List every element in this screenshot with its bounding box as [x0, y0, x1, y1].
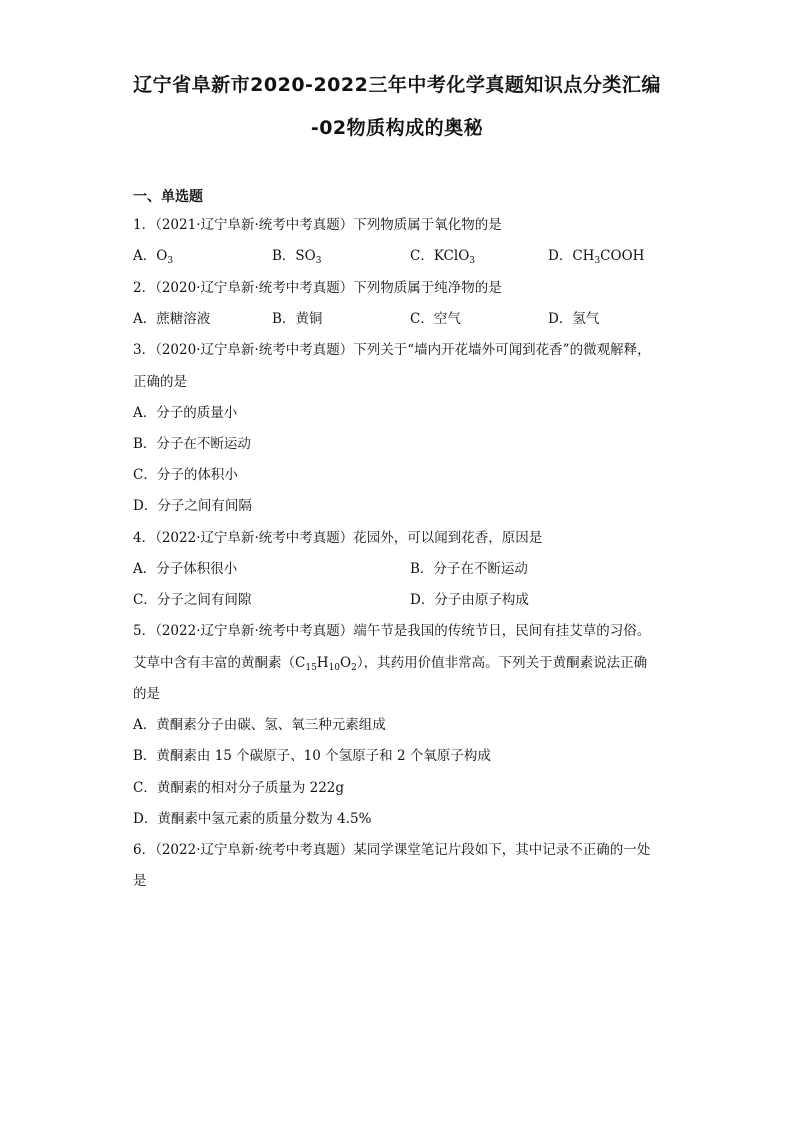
question-5-option-a: A．黄酮素分子由碳、氢、氧三种元素组成 — [133, 717, 386, 733]
question-5-option-b: B．黄酮素由 15 个碳原子、10 个氢原子和 2 个氧原子构成 — [133, 748, 491, 764]
question-4-option-a: A．分子体积很小 — [133, 561, 238, 577]
question-1-option-d: D．$CH_3COOH$ — [548, 248, 645, 266]
question-3-option-a: A．分子的质量小 — [133, 405, 238, 421]
question-6-stem: 6．（2022·辽宁阜新·统考中考真题）某同学课堂笔记片段如下，其中记录不正确的一处 — [133, 842, 651, 858]
question-2-option-d: D．氢气 — [548, 311, 600, 327]
question-1-option-c: C．KClO$_3$ — [410, 248, 476, 266]
question-5-stem-end: 的是 — [133, 686, 160, 702]
question-3-option-c: C．分子的体积小 — [133, 467, 238, 483]
question-1-stem: 1．（2021·辽宁阜新·统考中考真题）下列物质属于氧化物的是 — [133, 217, 502, 233]
question-6-stem-cont: 是 — [133, 873, 147, 889]
section-heading: 一、单选题 — [133, 189, 203, 205]
question-5-option-c: C．黄酮素的相对分子质量为 222g — [133, 780, 345, 796]
question-3-option-b: B．分子在不断运动 — [133, 436, 251, 452]
question-5-stem: 5．（2022·辽宁阜新·统考中考真题）端午节是我国的传统节日，民间有挂艾草的习俗。 — [133, 623, 651, 639]
question-2-option-c: C．空气 — [410, 311, 461, 327]
question-3-stem-cont: 正确的是 — [133, 374, 187, 390]
question-4-stem: 4．（2022·辽宁阜新·统考中考真题）花园外，可以闻到花香，原因是 — [133, 530, 543, 546]
question-2-option-a: A．蔗糖溶液 — [133, 311, 211, 327]
question-1-option-a: A．$O_3$ — [133, 248, 174, 266]
document-title-line-2: -02物质构成的奥秘 — [310, 117, 484, 139]
question-3-stem: 3．（2020·辽宁阜新·统考中考真题）下列关于“墙内开花墙外可闻到花香”的微观解释， — [133, 342, 651, 358]
question-3-option-d: D．分子之间有间隔 — [133, 498, 252, 514]
question-2-option-b: B．黄铜 — [272, 311, 323, 327]
question-4-option-b: B．分子在不断运动 — [410, 561, 528, 577]
question-1-option-b: B．$SO_3$ — [272, 248, 322, 266]
question-5-stem-cont: 艾草中含有丰富的黄酮素$(C_{15}H_{10}O_2)$，其药用价值非常高。下列关于黄酮素说法正确 — [133, 655, 648, 673]
question-4-option-d: D．分子由原子构成 — [410, 592, 529, 608]
document-title-line-1: 辽宁省阜新市2020-2022三年中考化学真题知识点分类汇编 — [133, 74, 661, 96]
question-2-stem: 2．（2020·辽宁阜新·统考中考真题）下列物质属于纯净物的是 — [133, 280, 502, 296]
question-4-option-c: C．分子之间有间隙 — [133, 592, 252, 608]
question-5-option-d: D．黄酮素中氢元素的质量分数为 4.5% — [133, 811, 372, 827]
